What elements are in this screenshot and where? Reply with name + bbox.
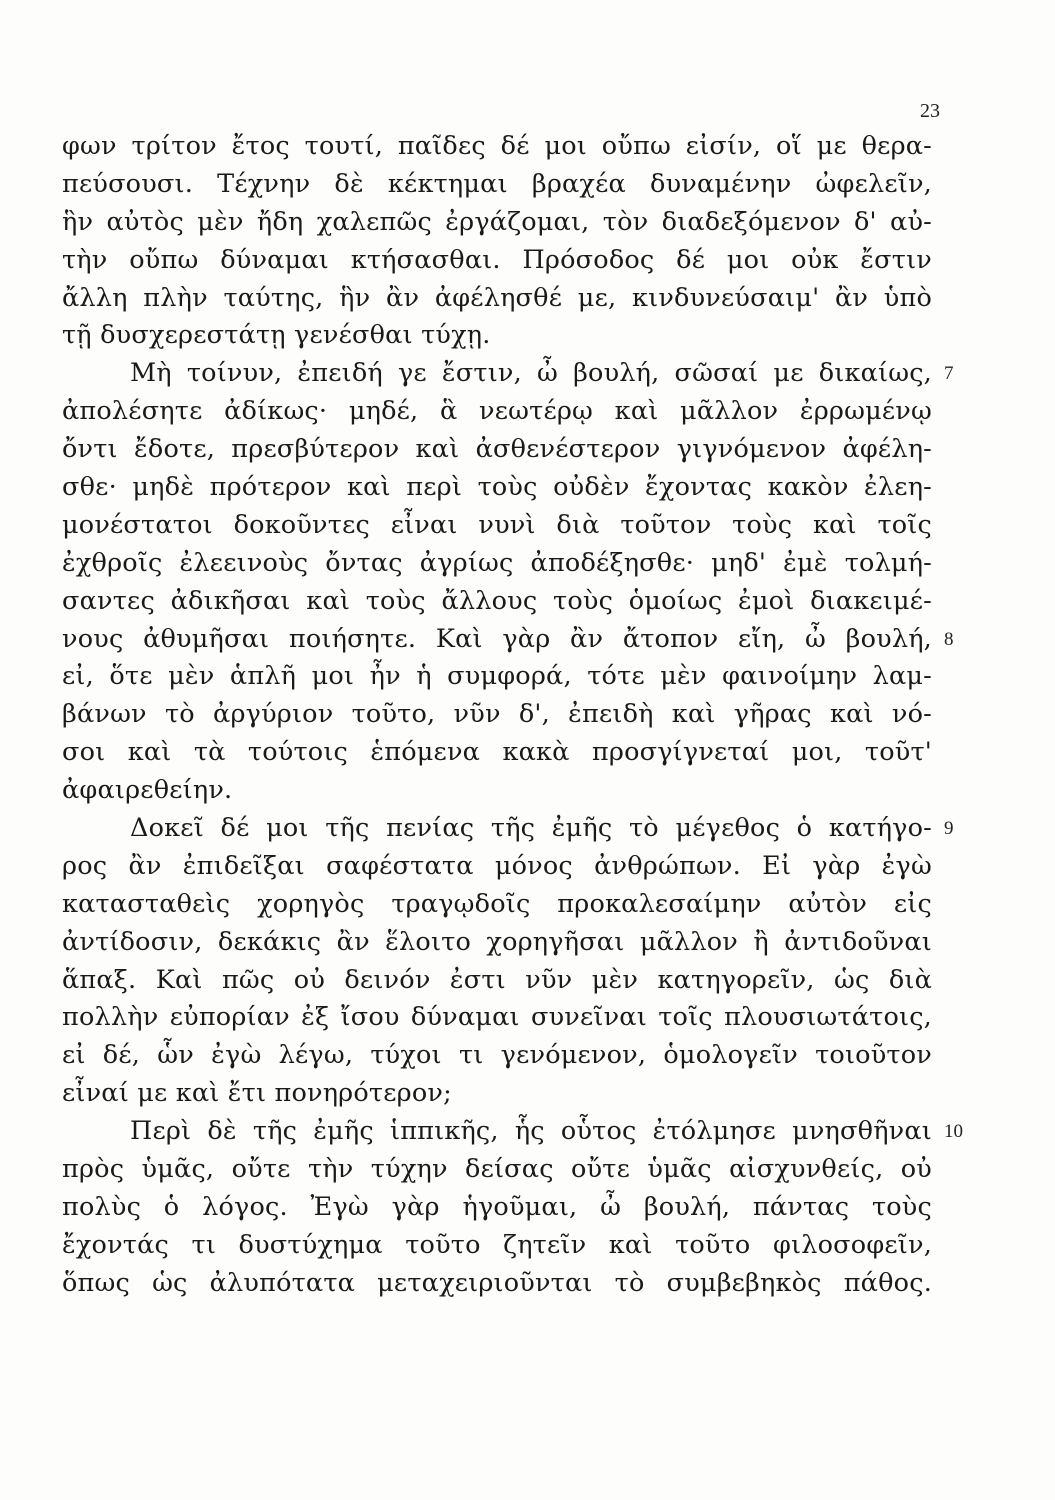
line-text: ἀπολέσητε ἀδίκως· μηδέ, ἃ νεωτέρῳ καὶ μᾶλλον ἐρρωμένῳ: [62, 396, 932, 427]
line-text: μονέστατοι δοκοῦντες εἶναι νυνὶ διὰ τοῦτον τοὺς καὶ τοῖς: [62, 509, 932, 540]
text-line: [62, 999, 932, 1037]
text-line: [62, 242, 932, 280]
line-text: τῇ δυσχερεστάτῃ γενέσθαι τύχῃ.: [62, 320, 491, 351]
section-number: 8: [944, 628, 954, 650]
section-number: 10: [944, 1121, 963, 1143]
text-line: [62, 1265, 932, 1303]
line-text: κατασταθεὶς χορηγὸς τραγῳδοῖς προκαλεσαίμην αὐτὸν εἰς: [62, 888, 932, 919]
text-line: [62, 810, 954, 848]
text-line: [62, 924, 932, 962]
line-text: εἶναί με καὶ ἔτι πονηρότερον;: [62, 1078, 452, 1109]
text-line: [62, 772, 932, 810]
line-text: σοι καὶ τὰ τούτοις ἑπόμενα κακὰ προσγίγνεταί μοι, τοῦτ': [62, 737, 932, 768]
line-text: σθε· μηδὲ πρότερον καὶ περὶ τοὺς οὐδὲν ἔχοντας κακὸν ἐλεη-: [62, 472, 932, 503]
line-text: ἀφαιρεθείην.: [62, 775, 233, 806]
section-number: 9: [944, 818, 954, 840]
line-text: πεύσουσι. Τέχνην δὲ κέκτημαι βραχέα δυναμένην ὠφελεῖν,: [62, 168, 932, 199]
text-line: [62, 128, 932, 166]
line-text: σαντες ἀδικῆσαι καὶ τοὺς ἄλλους τοὺς ὁμοίως ἐμοὶ διακειμέ-: [62, 585, 932, 616]
line-text: ἣν αὐτὸς μὲν ἤδη χαλεπῶς ἐργάζομαι, τὸν διαδεξόμενον δ' αὐ-: [62, 206, 932, 237]
text-line: [62, 1037, 932, 1075]
line-text: πολὺς ὁ λόγος. Ἐγὼ γὰρ ἡγοῦμαι, ὦ βουλή, πάντας τοὺς: [62, 1191, 932, 1222]
line-text: εἰ δέ, ὧν ἐγὼ λέγω, τύχοι τι γενόμενον, ὁμολογεῖν τοιοῦτον: [62, 1040, 932, 1071]
line-text: ἅπαξ. Καὶ πῶς οὐ δεινόν ἐστι νῦν μὲν κατηγορεῖν, ὡς διὰ: [62, 964, 932, 995]
text-line: [62, 355, 954, 393]
greek-text-body: [62, 128, 963, 1303]
line-text: ὄντι ἔδοτε, πρεσβύτερον καὶ ἀσθενέστερον γιγνόμενον ἀφέλη-: [62, 434, 932, 465]
text-line: [62, 848, 932, 886]
page-number: 23: [920, 100, 940, 122]
line-text: τὴν οὔπω δύναμαι κτήσασθαι. Πρόσοδος δέ μοι οὐκ ἔστιν: [62, 244, 932, 275]
line-text: ἄλλη πλὴν ταύτης, ἣν ἂν ἀφέλησθέ με, κινδυνεύσαιμ' ἂν ὑπὸ: [62, 282, 932, 313]
text-line: [62, 1189, 932, 1227]
line-text: Περὶ δὲ τῆς ἐμῆς ἱππικῆς, ἧς οὗτος ἐτόλμησε μνησθῆναι: [130, 1116, 932, 1147]
text-line: [62, 166, 932, 204]
line-text: ἐχθροῖς ἐλεεινοὺς ὄντας ἀγρίως ἀποδέξησθε· μηδ' ἐμὲ τολμή-: [62, 547, 932, 578]
line-text: βάνων τὸ ἀργύριον τοῦτο, νῦν δ', ἐπειδὴ καὶ γῆρας καὶ νό-: [62, 699, 932, 730]
text-line: [62, 280, 932, 318]
text-line: [62, 696, 932, 734]
text-line: [62, 469, 932, 507]
text-line: [62, 658, 932, 696]
line-text: εἰ, ὅτε μὲν ἁπλῆ μοι ἦν ἡ συμφορά, τότε μὲν φαινοίμην λαμ-: [62, 661, 932, 692]
section-number: 7: [944, 363, 954, 385]
line-text: ὅπως ὡς ἀλυπότατα μεταχειριοῦνται τὸ συμβεβηκὸς πάθος.: [62, 1267, 932, 1298]
text-line: [62, 431, 932, 469]
text-line: [62, 734, 932, 772]
line-text: φων τρίτον ἔτος τουτί, παῖδες δέ μοι οὔπω εἰσίν, οἵ με θερα-: [62, 131, 932, 161]
text-line: [62, 962, 932, 1000]
text-line: [62, 583, 932, 621]
line-text: ἔχοντάς τι δυστύχημα τοῦτο ζητεῖν καὶ τοῦτο φιλοσοφεῖν,: [62, 1229, 932, 1260]
text-line: [62, 507, 932, 545]
text-line: [62, 621, 954, 659]
line-text: νους ἀθυμῆσαι ποιήσητε. Καὶ γὰρ ἂν ἄτοπον εἴη, ὦ βουλή,: [62, 623, 932, 654]
line-text: ρος ἂν ἐπιδεῖξαι σαφέστατα μόνος ἀνθρώπων. Εἰ γὰρ ἐγὼ: [62, 850, 932, 881]
text-line: [62, 1113, 963, 1151]
line-text: Δοκεῖ δέ μοι τῆς πενίας τῆς ἐμῆς τὸ μέγεθος ὁ κατήγο-: [130, 813, 932, 844]
line-text: πρὸς ὑμᾶς, οὔτε τὴν τύχην δείσας οὔτε ὑμᾶς αἰσχυνθείς, οὐ: [62, 1154, 932, 1185]
text-line: [62, 317, 932, 355]
text-line: [62, 204, 932, 242]
text-line: [62, 1075, 932, 1113]
text-line: [62, 1151, 932, 1189]
text-line: [62, 545, 932, 583]
line-text: Μὴ τοίνυν, ἐπειδή γε ἔστιν, ὦ βουλή, σῶσαί με δικαίως,: [130, 358, 932, 389]
text-line: [62, 1227, 932, 1265]
text-line: [62, 886, 932, 924]
line-text: πολλὴν εὐπορίαν ἐξ ἴσου δύναμαι συνεῖναι τοῖς πλουσιωτάτοις,: [62, 1002, 932, 1033]
text-line: [62, 393, 932, 431]
line-text: ἀντίδοσιν, δεκάκις ἂν ἕλοιτο χορηγῆσαι μᾶλλον ἢ ἀντιδοῦναι: [62, 926, 932, 957]
